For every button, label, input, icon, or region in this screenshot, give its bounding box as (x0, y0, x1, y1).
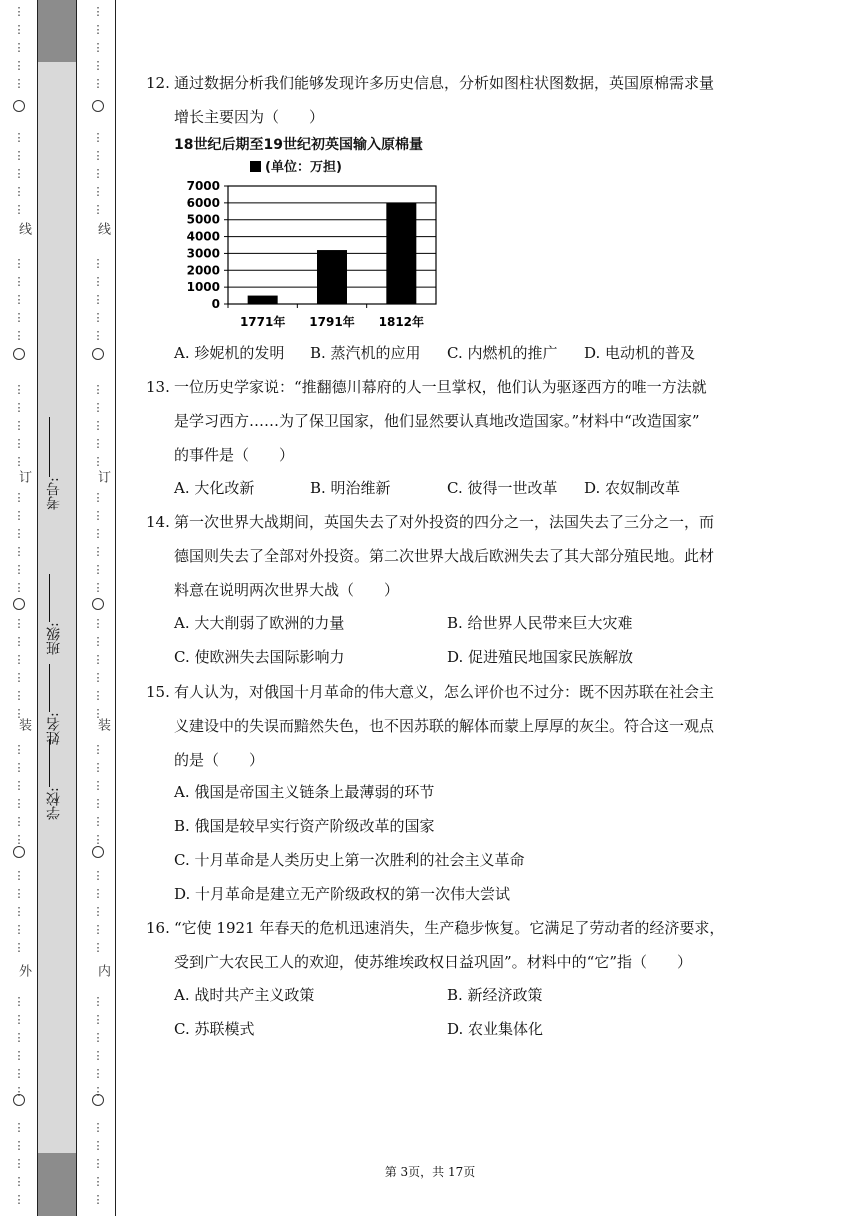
stem-line: 增长主要因为（ ） (174, 108, 325, 126)
options-q15-c (174, 843, 734, 877)
y-tick-label: 6000 (186, 195, 220, 210)
inner-strip-circle-icon (88, 846, 108, 861)
option-a[interactable]: A. 珍妮机的发明 (174, 344, 285, 362)
inner-strip-circle-icon (88, 100, 108, 115)
question-12 (146, 66, 736, 134)
outer-strip-circle-icon (9, 100, 29, 115)
inner-strip-dot: ⋮ (92, 257, 104, 270)
inner-strip-dot: ⋮ (92, 23, 104, 36)
inner-strip-dot: ⋮ (92, 167, 104, 180)
inner-strip-dot: ⋮ (92, 761, 104, 774)
stem-line: 的事件是（ ） (174, 446, 295, 464)
outer-strip-dot: ⋮ (13, 185, 25, 198)
option-c[interactable]: C. 内燃机的推广 (447, 344, 558, 362)
outer-strip-dot: ⋮ (13, 797, 25, 810)
y-tick-label: 7000 (186, 179, 220, 193)
y-tick-label: 4000 (186, 229, 220, 244)
inner-strip-dot: ⋮ (92, 1067, 104, 1080)
stem-line: 是学习西方……为了保卫国家，他们显然要认真地改造国家。”材料中“改造国家” (174, 412, 700, 430)
inner-strip-label: 内 (95, 964, 110, 977)
inner-strip-dot: ⋮ (92, 815, 104, 828)
option-b[interactable]: B. 俄国是较早实行资产阶级改革的国家 (174, 817, 435, 835)
band-right-line (76, 0, 77, 1216)
question-number: 16. (146, 919, 170, 937)
inner-strip-dot: ⋮ (92, 149, 104, 162)
exam-no-label: 考号: (46, 477, 62, 510)
inner-strip-dot: ⋮ (92, 671, 104, 684)
outer-strip-dot: ⋮ (13, 563, 25, 576)
outer-strip-dot: ⋮ (13, 635, 25, 648)
option-c[interactable]: C. 苏联模式 (174, 1020, 255, 1038)
inner-strip-dot: ⋮ (92, 419, 104, 432)
options-q16-row1 (174, 978, 734, 1012)
class-field (44, 565, 70, 655)
inner-strip-dot: ⋮ (92, 1085, 104, 1098)
inner-strip-label: 订 (95, 470, 110, 483)
outer-strip-dot: ⋮ (13, 23, 25, 36)
outer-strip-dot: ⋮ (13, 5, 25, 18)
inner-strip-dot: ⋮ (92, 1121, 104, 1134)
inner-strip-dot: ⋮ (92, 275, 104, 288)
outer-strip-dot: ⋮ (13, 869, 25, 882)
option-b[interactable]: B. 明治维新 (310, 479, 391, 497)
name-label: 姓名: (46, 712, 62, 745)
option-a[interactable]: A. 俄国是帝国主义链条上最薄弱的环节 (174, 783, 435, 801)
outer-strip-dot: ⋮ (13, 401, 25, 414)
inner-strip-dot: ⋮ (92, 383, 104, 396)
outer-strip-dot: ⋮ (13, 509, 25, 522)
outer-dotted-strip (9, 0, 29, 1216)
inner-strip-dot: ⋮ (92, 707, 104, 720)
options-q15-b (174, 809, 734, 843)
outer-strip-dot: ⋮ (13, 617, 25, 630)
options-q12 (174, 336, 734, 370)
inner-strip-dot: ⋮ (92, 401, 104, 414)
outer-strip-dot: ⋮ (13, 527, 25, 540)
outer-strip-dot: ⋮ (13, 653, 25, 666)
outer-strip-dot: ⋮ (13, 275, 25, 288)
inner-strip-dot: ⋮ (92, 41, 104, 54)
outer-strip-dot: ⋮ (13, 815, 25, 828)
inner-strip-dot: ⋮ (92, 1193, 104, 1206)
outer-strip-dot: ⋮ (13, 77, 25, 90)
inner-strip-dot: ⋮ (92, 491, 104, 504)
option-a[interactable]: A. 大化改新 (174, 479, 255, 497)
inner-strip-dot: ⋮ (92, 1157, 104, 1170)
outer-strip-label: 订 (16, 470, 31, 483)
outer-strip-dot: ⋮ (13, 41, 25, 54)
outer-strip-dot: ⋮ (13, 1085, 25, 1098)
inner-strip-dot: ⋮ (92, 77, 104, 90)
outer-strip-dot: ⋮ (13, 59, 25, 72)
stem-line: 受到广大农民工人的欢迎，使苏维埃政权日益巩固”。材料中的“它”指（ ） (174, 953, 693, 971)
question-number: 14. (146, 513, 170, 531)
question-15 (146, 675, 736, 777)
stem-line: 有人认为，对俄国十月革命的伟大意义，怎么评价也不过分：既不因苏联在社会主 (174, 683, 715, 701)
stem-line: 德国则失去了全部对外投资。第二次世界大战后欧洲失去了其大部分殖民地。此材 (174, 547, 715, 565)
outer-strip-circle-icon (9, 846, 29, 861)
inner-border-line (115, 0, 116, 1216)
outer-strip-dot: ⋮ (13, 1175, 25, 1188)
outer-strip-dot: ⋮ (13, 743, 25, 756)
inner-strip-dot: ⋮ (92, 311, 104, 324)
inner-strip-dot: ⋮ (92, 293, 104, 306)
y-tick-label: 2000 (186, 263, 220, 278)
outer-strip-dot: ⋮ (13, 167, 25, 180)
outer-strip-dot: ⋮ (13, 1139, 25, 1152)
inner-strip-dot: ⋮ (92, 1031, 104, 1044)
options-q15-a (174, 775, 734, 809)
stem-line: 通过数据分析我们能够发现许多历史信息，分析如图柱状图数据，英国原棉需求量 (174, 74, 715, 92)
outer-strip-circle-icon (9, 348, 29, 363)
inner-strip-dot: ⋮ (92, 905, 104, 918)
outer-strip-dot: ⋮ (13, 941, 25, 954)
outer-strip-dot: ⋮ (13, 779, 25, 792)
question-stem (146, 370, 736, 472)
option-d[interactable]: D. 农业集体化 (447, 1020, 544, 1038)
option-a[interactable]: A. 战时共产主义政策 (174, 986, 315, 1004)
inner-strip-dot: ⋮ (92, 1013, 104, 1026)
outer-strip-circle-icon (9, 1094, 29, 1109)
outer-strip-dot: ⋮ (13, 491, 25, 504)
inner-strip-dot: ⋮ (92, 1139, 104, 1152)
outer-strip-dot: ⋮ (13, 257, 25, 270)
outer-strip-dot: ⋮ (13, 833, 25, 846)
inner-strip-dot: ⋮ (92, 653, 104, 666)
inner-strip-dot: ⋮ (92, 995, 104, 1008)
question-13 (146, 370, 736, 472)
stem-line: 料意在说明两次世界大战（ ） (174, 581, 400, 599)
inner-strip-dot: ⋮ (92, 455, 104, 468)
stem-line: 一位历史学家说：“推翻德川幕府的人一旦掌权，他们认为驱逐西方的唯一方法就 (174, 378, 707, 396)
outer-strip-dot: ⋮ (13, 419, 25, 432)
inner-strip-dot: ⋮ (92, 563, 104, 576)
stem-line: 第一次世界大战期间，英国失去了对外投资的四分之一，法国失去了三分之一，而 (174, 513, 715, 531)
outer-strip-dot: ⋮ (13, 887, 25, 900)
outer-strip-dot: ⋮ (13, 671, 25, 684)
bar-1771年 (248, 296, 278, 304)
outer-strip-dot: ⋮ (13, 131, 25, 144)
cotton-import-chart (170, 130, 450, 340)
outer-strip-dot: ⋮ (13, 545, 25, 558)
option-a[interactable]: A. 大大削弱了欧洲的力量 (174, 614, 345, 632)
inner-strip-dot: ⋮ (92, 941, 104, 954)
inner-strip-dot: ⋮ (92, 59, 104, 72)
question-14 (146, 505, 736, 607)
outer-strip-dot: ⋮ (13, 437, 25, 450)
outer-strip-dot: ⋮ (13, 1031, 25, 1044)
y-tick-label: 0 (211, 297, 220, 311)
outer-strip-dot: ⋮ (13, 923, 25, 936)
option-d[interactable]: D. 农奴制改革 (584, 479, 681, 497)
inner-strip-dot: ⋮ (92, 923, 104, 936)
y-tick-label: 3000 (186, 246, 220, 261)
inner-strip-dot: ⋮ (92, 1175, 104, 1188)
inner-strip-dot: ⋮ (92, 617, 104, 630)
outer-strip-label: 外 (16, 964, 31, 977)
outer-strip-dot: ⋮ (13, 329, 25, 342)
outer-strip-circle-icon (9, 598, 29, 613)
question-stem (146, 505, 736, 607)
outer-strip-dot: ⋮ (13, 581, 25, 594)
question-stem (146, 675, 736, 777)
outer-strip-dot: ⋮ (13, 1049, 25, 1062)
stem-line: “它使 1921 年春天的危机迅速消失，生产稳步恢复。它满足了劳动者的经济要求， (174, 919, 725, 937)
x-tick-label: 1771年 (239, 315, 286, 329)
inner-strip-circle-icon (88, 1094, 108, 1109)
option-d[interactable]: D. 十月革命是建立无产阶级政权的第一次伟大尝试 (174, 885, 511, 903)
question-number: 13. (146, 378, 170, 396)
inner-strip-dot: ⋮ (92, 437, 104, 450)
inner-strip-dot: ⋮ (92, 869, 104, 882)
school-label: 学校: (46, 787, 62, 820)
option-d[interactable]: D. 电动机的普及 (584, 344, 696, 362)
inner-strip-label: 线 (95, 222, 110, 235)
bar-1791年 (317, 250, 347, 304)
outer-strip-dot: ⋮ (13, 1193, 25, 1206)
outer-strip-dot: ⋮ (13, 1067, 25, 1080)
option-b[interactable]: B. 给世界人民带来巨大灾难 (447, 614, 633, 632)
bar-chart-svg (170, 130, 450, 340)
options-q13 (174, 471, 734, 505)
outer-strip-label: 装 (16, 718, 31, 731)
exam-no-field (44, 400, 70, 510)
outer-strip-dot: ⋮ (13, 293, 25, 306)
outer-strip-dot: ⋮ (13, 203, 25, 216)
options-q14-row2 (174, 640, 734, 674)
outer-strip-label: 线 (16, 222, 31, 235)
school-field (44, 750, 70, 820)
inner-strip-circle-icon (88, 348, 108, 363)
inner-strip-dot: ⋮ (92, 743, 104, 756)
chart-title: 18世纪后期至19世纪初英国输入原棉量 (174, 137, 423, 153)
options-q14-row1 (174, 606, 734, 640)
inner-strip-dot: ⋮ (92, 131, 104, 144)
question-number: 12. (146, 74, 170, 92)
option-b[interactable]: B. 蒸汽机的应用 (310, 344, 421, 362)
inner-strip-dot: ⋮ (92, 779, 104, 792)
question-stem (146, 911, 736, 979)
inner-strip-dot: ⋮ (92, 581, 104, 594)
outer-strip-dot: ⋮ (13, 1121, 25, 1134)
option-c[interactable]: C. 十月革命是人类历史上第一次胜利的社会主义革命 (174, 851, 525, 869)
legend-label: (单位：万担) (265, 160, 342, 175)
name-field (44, 665, 70, 745)
inner-strip-dot: ⋮ (92, 797, 104, 810)
outer-strip-dot: ⋮ (13, 689, 25, 702)
outer-strip-dot: ⋮ (13, 995, 25, 1008)
outer-strip-dot: ⋮ (13, 1013, 25, 1026)
outer-strip-dot: ⋮ (13, 905, 25, 918)
outer-strip-dot: ⋮ (13, 761, 25, 774)
inner-strip-dot: ⋮ (92, 833, 104, 846)
option-b[interactable]: B. 新经济政策 (447, 986, 543, 1004)
option-c[interactable]: C. 使欧洲失去国际影响力 (174, 648, 345, 666)
inner-strip-dot: ⋮ (92, 689, 104, 702)
outer-strip-dot: ⋮ (13, 311, 25, 324)
band-top-block (38, 0, 76, 62)
option-d[interactable]: D. 促进殖民地国家民族解放 (447, 648, 634, 666)
y-tick-label: 1000 (186, 280, 220, 295)
question-stem (146, 66, 736, 134)
page-footer: 第 3页，共 17页 (384, 1165, 476, 1179)
question-number: 15. (146, 683, 170, 701)
outer-strip-dot: ⋮ (13, 1157, 25, 1170)
options-q16-row2 (174, 1012, 734, 1046)
y-tick-label: 5000 (186, 212, 220, 227)
outer-strip-dot: ⋮ (13, 383, 25, 396)
stem-line: 义建设中的失误而黯然失色，也不因苏联的解体而蒙上厚厚的灰尘。符合这一观点 (174, 717, 715, 735)
inner-strip-label: 装 (95, 718, 110, 731)
inner-dotted-strip (88, 0, 108, 1216)
bar-1812年 (386, 203, 416, 304)
x-tick-label: 1812年 (378, 315, 425, 329)
inner-strip-dot: ⋮ (92, 185, 104, 198)
inner-strip-dot: ⋮ (92, 329, 104, 342)
inner-strip-dot: ⋮ (92, 509, 104, 522)
inner-strip-dot: ⋮ (92, 887, 104, 900)
inner-strip-dot: ⋮ (92, 203, 104, 216)
x-tick-label: 1791年 (309, 315, 355, 329)
inner-strip-dot: ⋮ (92, 527, 104, 540)
class-label: 班级: (46, 622, 62, 655)
inner-strip-dot: ⋮ (92, 5, 104, 18)
outer-strip-dot: ⋮ (13, 707, 25, 720)
options-q15-d (174, 877, 734, 911)
stem-line: 的是（ ） (174, 751, 265, 769)
question-16 (146, 911, 736, 979)
inner-strip-circle-icon (88, 598, 108, 613)
outer-strip-dot: ⋮ (13, 149, 25, 162)
outer-strip-dot: ⋮ (13, 455, 25, 468)
inner-strip-dot: ⋮ (92, 545, 104, 558)
option-c[interactable]: C. 彼得一世改革 (447, 479, 558, 497)
inner-strip-dot: ⋮ (92, 1049, 104, 1062)
inner-strip-dot: ⋮ (92, 635, 104, 648)
